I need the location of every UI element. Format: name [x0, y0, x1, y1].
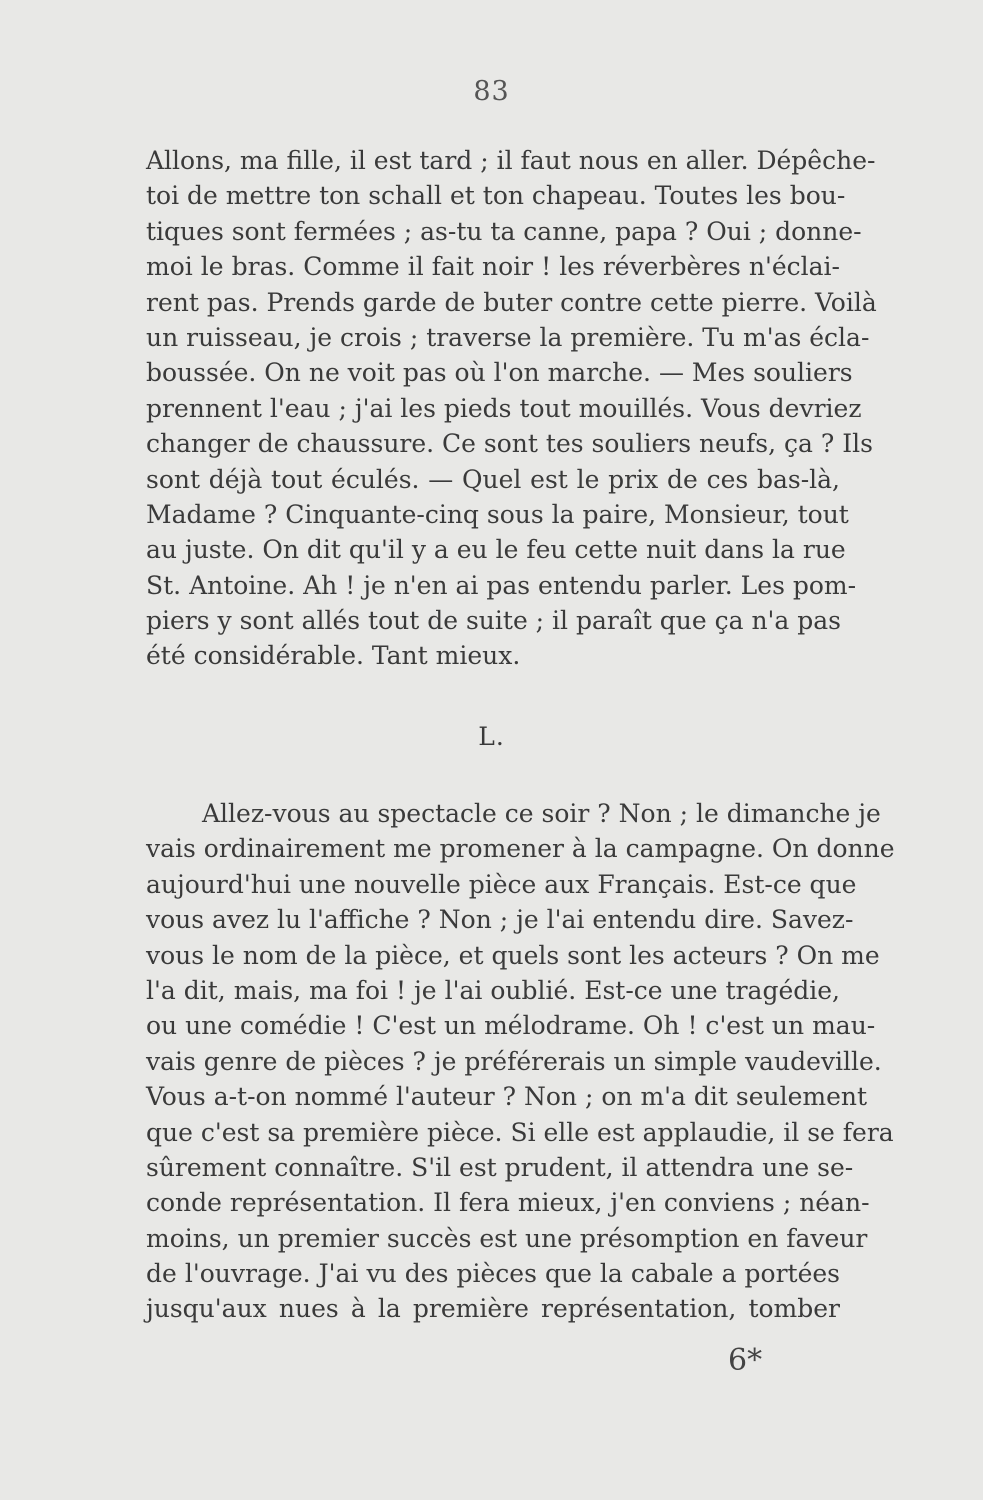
- text-line: Allons, ma fille, il est tard ; il faut nous en aller. Dépêche-: [146, 146, 876, 175]
- text-line: vais ordinairement me promener à la campagne. On donne: [146, 834, 895, 864]
- text-line: vous avez lu l'affiche ? Non ; je l'ai entendu dire. Savez-: [146, 905, 854, 935]
- text-line: vous le nom de la pièce, et quels sont les acteurs ? On me: [146, 940, 880, 970]
- text-line: été considérable. Tant mieux.: [146, 641, 521, 671]
- text-line: sont déjà tout éculés. — Quel est le prix de ces bas-là,: [146, 464, 840, 494]
- text-line: moi le bras. Comme il fait noir ! les réverbères n'éclai-: [146, 252, 840, 282]
- text-line: rent pas. Prends garde de buter contre cette pierre. Voilà: [146, 287, 877, 317]
- page-number: 83: [473, 76, 510, 107]
- text-line: que c'est sa première pièce. Si elle est applaudie, il se fera: [146, 1117, 894, 1147]
- text-line: vais genre de pièces ? je préférerais un simple vaudeville.: [146, 1046, 882, 1076]
- text-line: sûrement connaître. S'il est prudent, il attendra une se-: [146, 1152, 854, 1182]
- text-line: moins, un premier succès est une présomption en faveur: [146, 1223, 868, 1253]
- text-line: jusqu'aux nues à la première représentation, tomber: [146, 1294, 840, 1324]
- section-heading: L.: [478, 722, 505, 751]
- text-line: de l'ouvrage. J'ai vu des pièces que la cabale a portées: [146, 1259, 840, 1289]
- text-line: tiques sont fermées ; as-tu ta canne, papa ? Oui ; donne-: [146, 216, 862, 246]
- text-line: Allez-vous au spectacle ce soir ? Non ; le dimanche je: [202, 799, 881, 828]
- text-line: au juste. On dit qu'il y a eu le feu cette nuit dans la rue: [146, 535, 846, 565]
- text-line: St. Antoine. Ah ! je n'en ai pas entendu parler. Les pom-: [146, 570, 857, 600]
- paragraph-spectacle: [146, 796, 895, 1327]
- text-line: boussée. On ne voit pas où l'on marche. — Mes souliers: [146, 358, 853, 388]
- text-line: aujourd'hui une nouvelle pièce aux Français. Est-ce que: [146, 869, 857, 899]
- text-line: Vous a-t-on nommé l'auteur ? Non ; on m'a dit seulement: [146, 1082, 868, 1112]
- text-line: l'a dit, mais, ma foi ! je l'ai oublié. Est-ce une tragédie,: [146, 975, 840, 1005]
- text-line: toi de mettre ton schall et ton chapeau. Toutes les bou-: [146, 181, 846, 211]
- text-line: prennent l'eau ; j'ai les pieds tout mouillés. Vous devriez: [146, 393, 862, 423]
- text-line: Madame ? Cinquante-cinq sous la paire, Monsieur, tout: [146, 499, 849, 529]
- text-line: changer de chaussure. Ce sont tes souliers neufs, ça ? Ils: [146, 429, 873, 459]
- signature-mark: 6*: [728, 1343, 763, 1378]
- text-line: piers y sont allés tout de suite ; il paraît que ça n'a pas: [146, 606, 842, 636]
- text-line: ou une comédie ! C'est un mélodrame. Oh ! c'est un mau-: [146, 1011, 876, 1041]
- text-line: conde représentation. Il fera mieux, j'en conviens ; néan-: [146, 1188, 870, 1218]
- text-line: un ruisseau, je crois ; traverse la première. Tu m'as écla-: [146, 322, 870, 352]
- paragraph-allons: [146, 143, 877, 674]
